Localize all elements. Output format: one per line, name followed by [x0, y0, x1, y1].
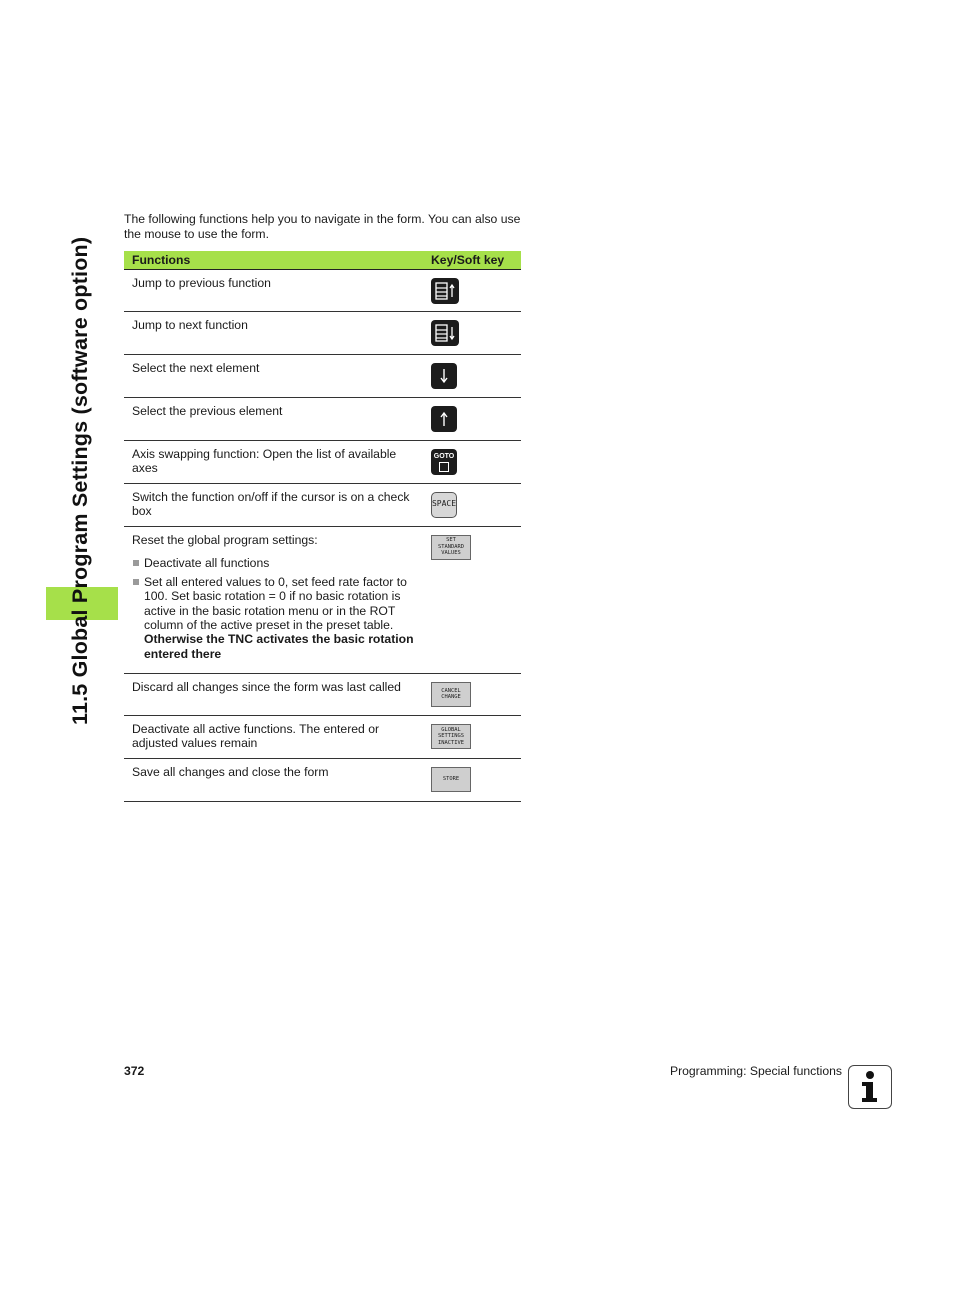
goto-key-label: GOTO	[433, 452, 455, 460]
cancel-change-softkey: CANCEL CHANGE	[431, 682, 471, 707]
row-description: Jump to previous function	[124, 270, 425, 312]
table-row	[124, 715, 521, 758]
table-row	[124, 355, 521, 398]
page-number: 372	[124, 1064, 145, 1078]
table-row	[124, 758, 521, 801]
row-description: Reset the global program settings:	[132, 532, 318, 547]
table-row	[124, 526, 521, 673]
row-description: Discard all changes since the form was last called	[124, 673, 425, 715]
table-row	[124, 270, 521, 312]
table-row	[124, 312, 521, 355]
store-softkey: STORE	[431, 767, 471, 792]
row-description: Jump to next function	[124, 312, 425, 355]
table-header-row	[124, 251, 521, 270]
row-description: Save all changes and close the form	[124, 758, 425, 801]
arrow-down-icon	[431, 363, 457, 389]
row-description: Switch the function on/off if the cursor is on a check box	[124, 483, 425, 526]
intro-paragraph: The following functions help you to navigate in the form. You can also use the mouse to use the form.	[124, 212, 521, 241]
global-settings-inactive-softkey: GLOBAL SETTINGS INACTIVE	[431, 724, 471, 749]
square-icon	[439, 462, 449, 472]
row-description: Select the previous element	[124, 398, 425, 441]
set-standard-values-softkey: SET STANDARD VALUES	[431, 535, 471, 560]
arrow-up-icon	[431, 406, 457, 432]
table-row	[124, 483, 521, 526]
info-icon	[848, 1065, 892, 1109]
table-row	[124, 398, 521, 441]
goto-key	[431, 449, 457, 475]
list-item: Set all entered values to 0, set feed rate factor to 100. Set basic rotation = 0 if no basic rotation is active in the basic rotation menu or in the ROT column of the active preset in the preset table. Otherwise the TNC activates the basic rotation entered there	[132, 575, 425, 661]
row-description: Select the next element	[124, 355, 425, 398]
row-description: Deactivate all active functions. The entered or adjusted values remain	[124, 715, 425, 758]
row-description: Axis swapping function: Open the list of available axes	[124, 441, 425, 484]
functions-table	[124, 251, 521, 802]
table-row	[124, 441, 521, 484]
list-item: Deactivate all functions	[132, 556, 425, 570]
space-key: SPACE	[431, 492, 457, 518]
table-row	[124, 673, 521, 715]
bold-note: Otherwise the TNC activates the basic rotation entered there	[144, 632, 414, 661]
header-functions: Functions	[124, 251, 425, 270]
header-key: Key/Soft key	[425, 251, 521, 270]
chapter-title: 11.5 Global Program Settings (software option)	[68, 236, 92, 725]
page-up-icon	[431, 278, 459, 304]
page-down-icon	[431, 320, 459, 346]
footer-chapter-title: Programming: Special functions	[669, 1064, 842, 1078]
bullet-list	[132, 556, 425, 661]
